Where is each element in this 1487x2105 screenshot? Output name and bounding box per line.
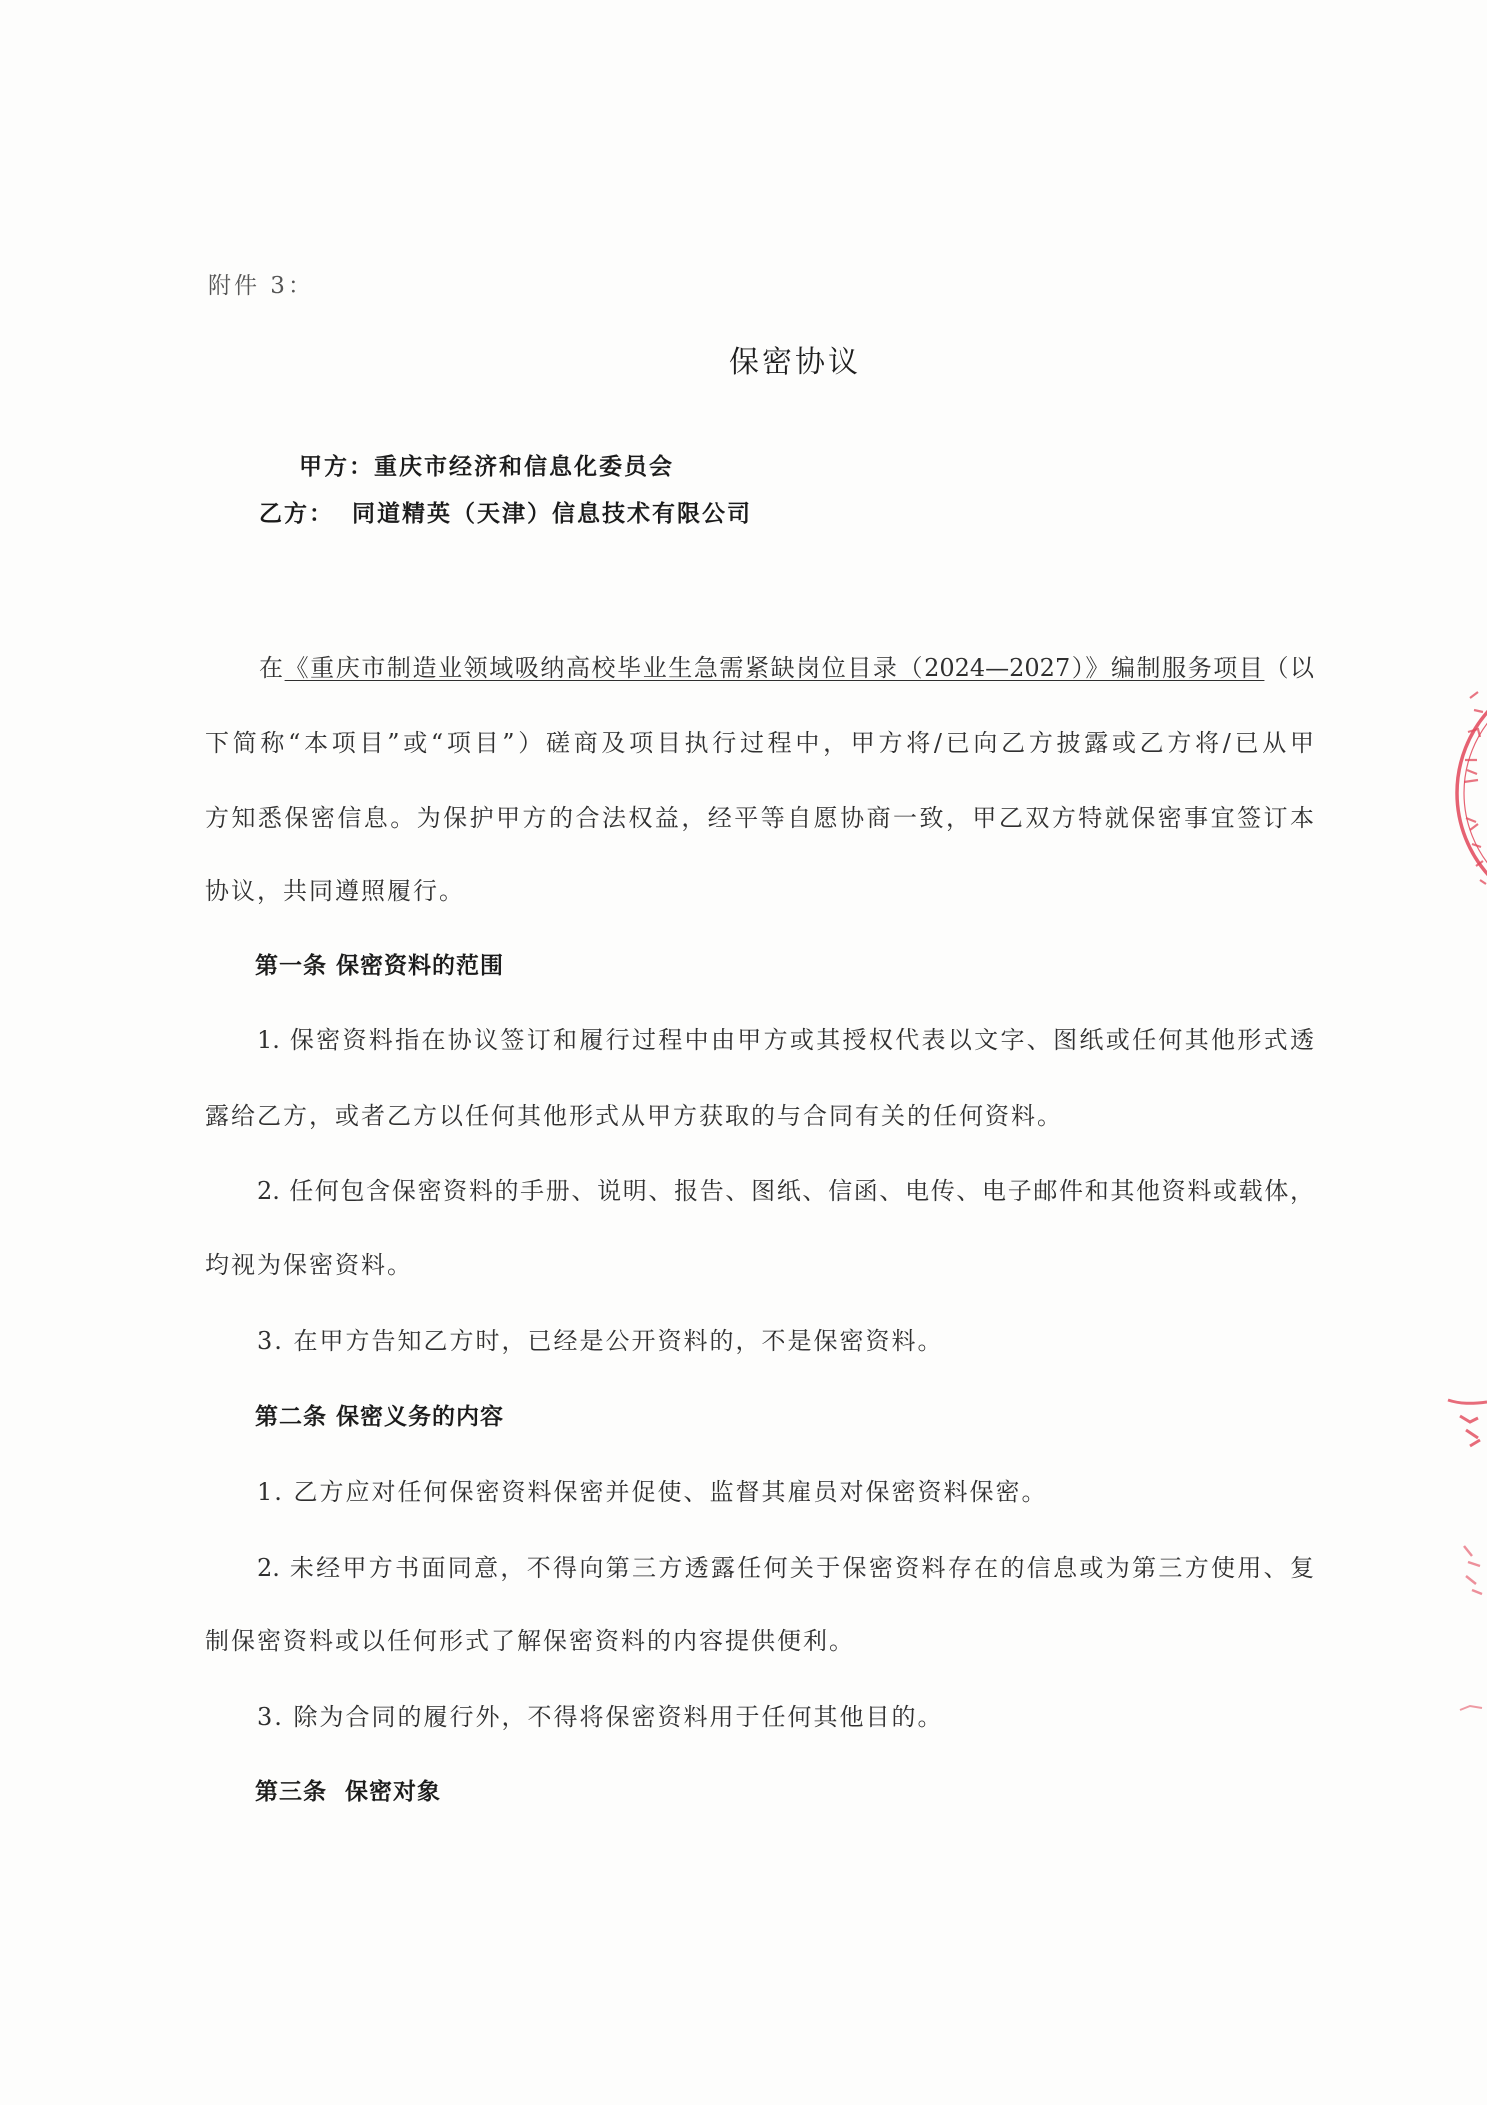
preamble-line-1 bbox=[259, 654, 1314, 682]
preamble-line-2: 下简称“本项目”或“项目”）磋商及项目执行过程中，甲方将/已向乙方披露或乙方将/已从甲 bbox=[205, 729, 1314, 757]
section-2-clause-1-line-1: 1. 乙方应对任何保密资料保密并促使、监督其雇员对保密资料保密。 bbox=[257, 1478, 1048, 1506]
seam-seal-fragment bbox=[1440, 1390, 1487, 1465]
attachment-label: 附件 3： bbox=[208, 273, 314, 299]
preamble-prefix: 在 bbox=[259, 654, 285, 682]
section-1-clause-2-line-2: 均视为保密资料。 bbox=[205, 1251, 413, 1279]
section-1-heading: 第一条 保密资料的范围 bbox=[255, 953, 505, 979]
section-2-clause-2-line-1: 2. 未经甲方书面同意，不得向第三方透露任何关于保密资料存在的信息或为第三方使用、复 bbox=[257, 1554, 1314, 1582]
section-3-heading: 第三条 保密对象 bbox=[255, 1779, 442, 1805]
official-seal-fragment bbox=[1430, 640, 1487, 940]
section-1-clause-2-line-1: 2. 任何包含保密资料的手册、说明、报告、图纸、信函、电传、电子邮件和其他资料或载体， bbox=[257, 1177, 1314, 1205]
section-2-heading: 第二条 保密义务的内容 bbox=[255, 1404, 505, 1430]
section-1-clause-3-line-1: 3. 在甲方告知乙方时，已经是公开资料的，不是保密资料。 bbox=[257, 1327, 944, 1355]
party-b-label: 乙方： bbox=[259, 501, 334, 527]
party-a-label: 甲方： bbox=[299, 454, 375, 480]
party-a-line bbox=[259, 425, 675, 480]
preamble-line-4: 协议，共同遵照履行。 bbox=[205, 877, 465, 905]
project-name: 《重庆市制造业领域吸纳高校毕业生急需紧缺岗位目录（2024—2027）》编制服务项目 bbox=[284, 654, 1265, 682]
seal-mark-fragment bbox=[1456, 1698, 1487, 1720]
section-1-clause-1-line-1: 1. 保密资料指在协议签订和履行过程中由甲方或其授权代表以文字、图纸或任何其他形式透 bbox=[257, 1026, 1314, 1054]
section-1-clause-1-line-2: 露给乙方，或者乙方以任何其他形式从甲方获取的与合同有关的任何资料。 bbox=[205, 1102, 1063, 1130]
preamble-line-3: 方知悉保密信息。为保护甲方的合法权益，经平等自愿协商一致，甲乙双方特就保密事宜签订本 bbox=[205, 804, 1314, 832]
document-title: 保密协议 bbox=[729, 345, 861, 380]
preamble-suffix: （以 bbox=[1264, 654, 1314, 682]
section-2-clause-3-line-1: 3. 除为合同的履行外，不得将保密资料用于任何其他目的。 bbox=[257, 1703, 944, 1731]
section-2-clause-2-line-2: 制保密资料或以任何形式了解保密资料的内容提供便利。 bbox=[205, 1627, 855, 1655]
seal-mark-fragment bbox=[1458, 1540, 1487, 1602]
party-a-name: 重庆市经济和信息化委员会 bbox=[374, 454, 675, 480]
party-b-name: 同道精英（天津）信息技术有限公司 bbox=[352, 501, 752, 527]
